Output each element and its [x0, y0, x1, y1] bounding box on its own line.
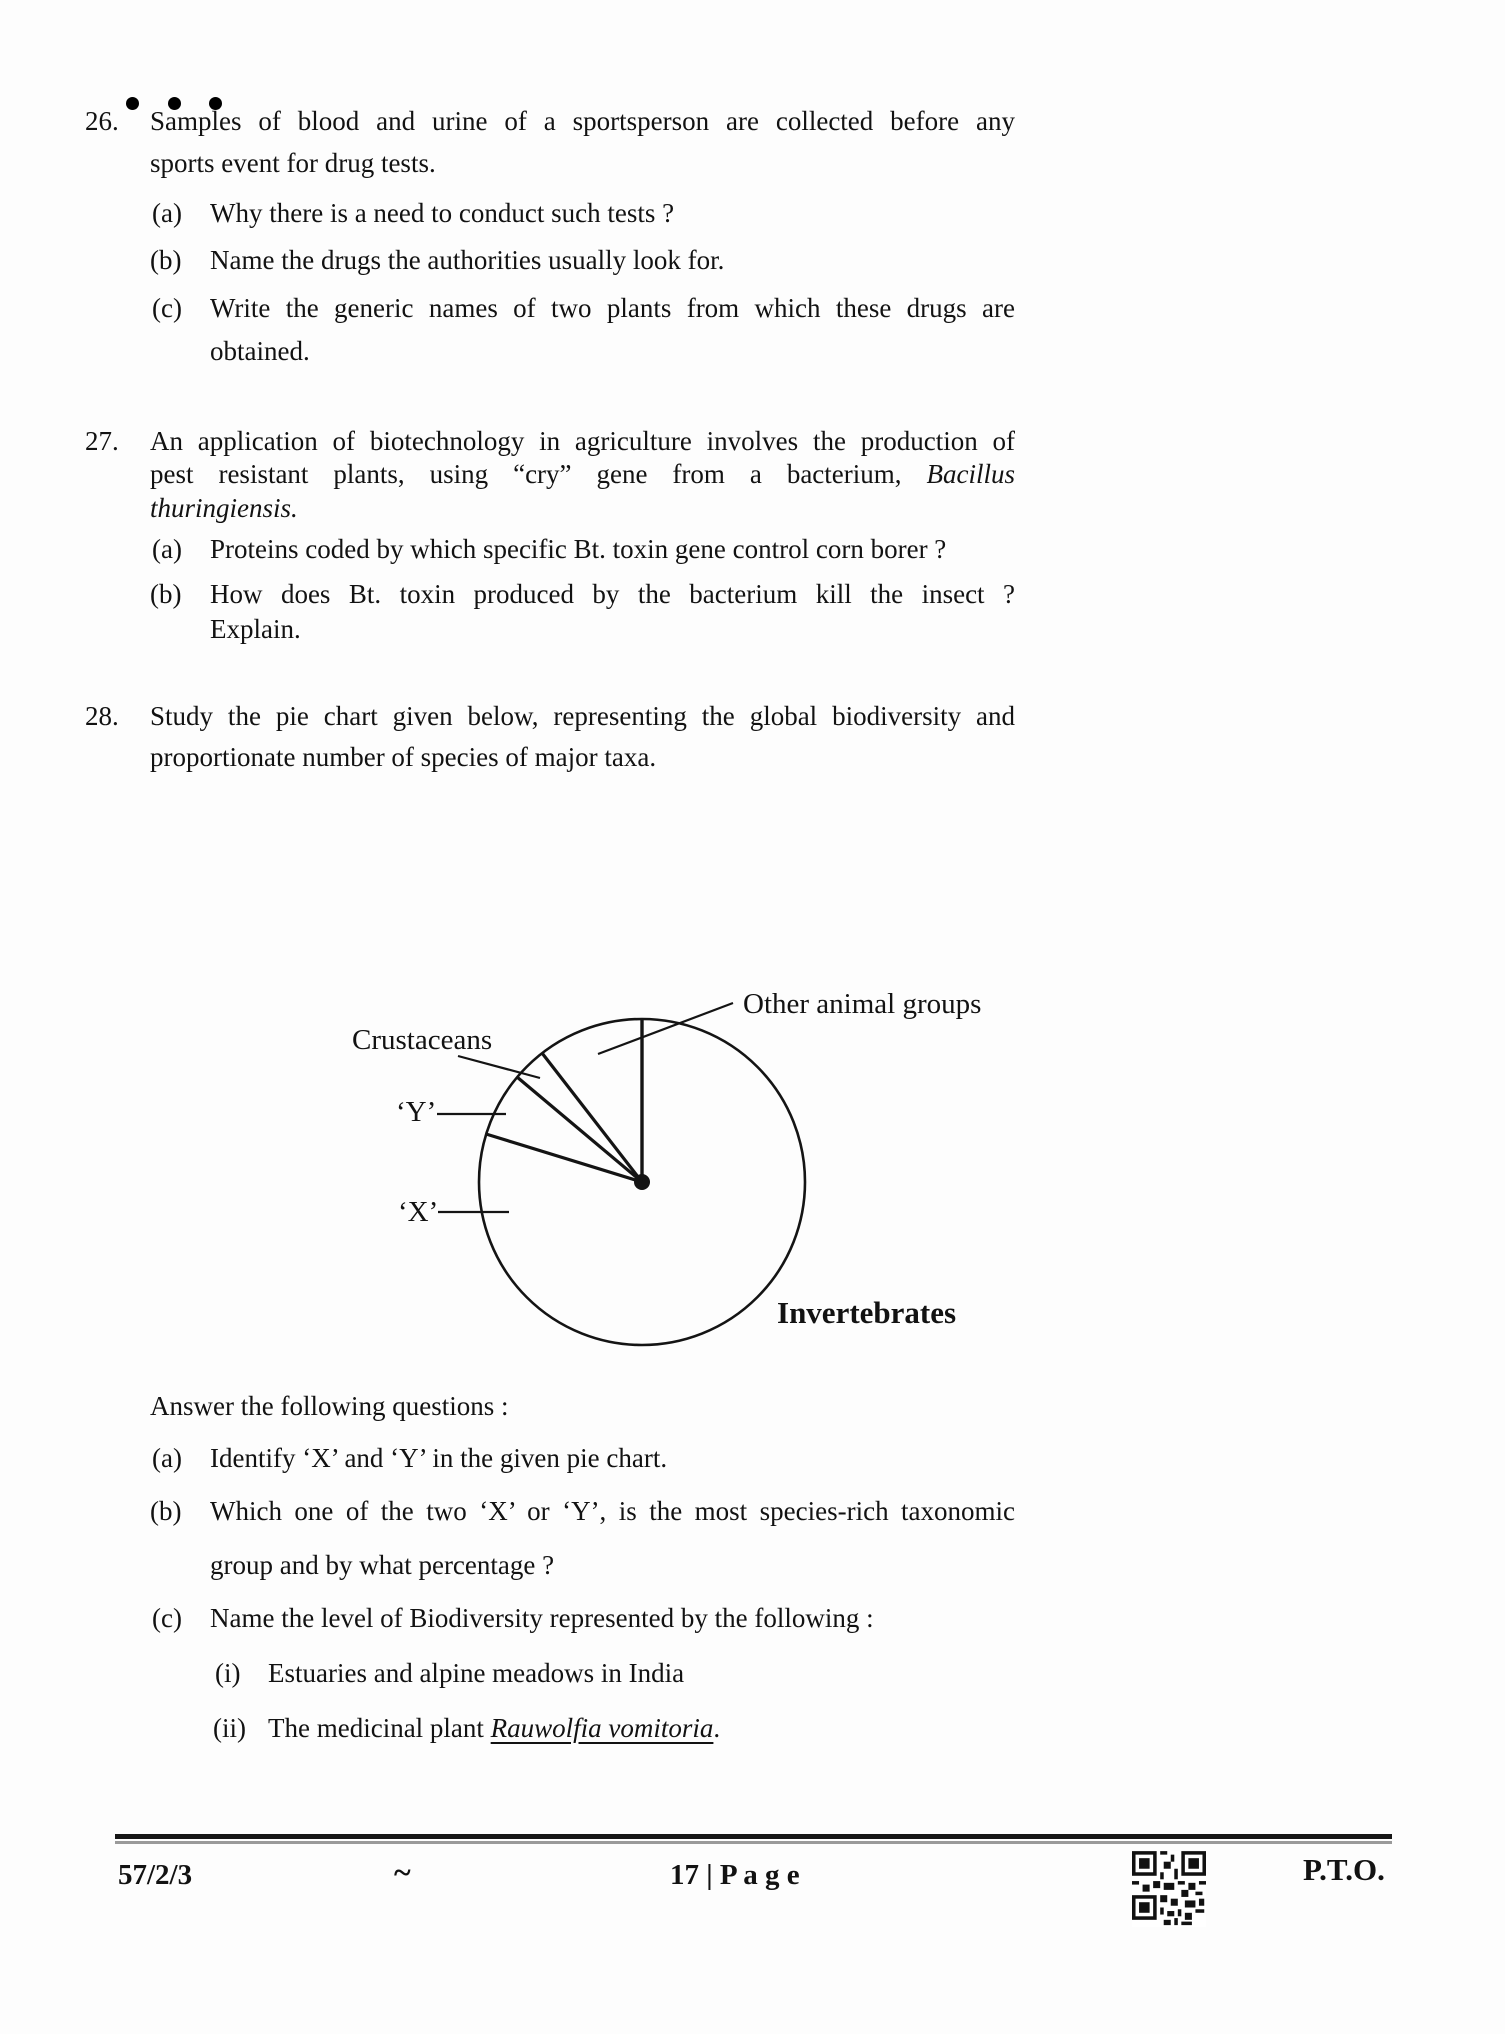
pie-radius-3 — [486, 1134, 642, 1182]
q27-number: 27. — [85, 426, 119, 456]
q26-c-label: (c) — [152, 293, 182, 323]
q27-b-line-1: How does Bt. toxin produced by the bacterium kill the insect ? — [210, 579, 1015, 609]
label-x: ‘X’ — [398, 1196, 439, 1228]
q26-a-text: Why there is a need to conduct such tests ? — [210, 198, 675, 228]
q28-ci-label: (i) — [215, 1658, 241, 1688]
q26-line-1: Samples of blood and urine of a sportsperson are collected before any — [150, 106, 1015, 136]
q26-line-2: sports event for drug tests. — [150, 148, 436, 178]
q28-c-label: (c) — [152, 1603, 182, 1633]
q28-cii-label: (ii) — [213, 1713, 246, 1743]
q28-number: 28. — [85, 701, 119, 731]
label-y: ‘Y’ — [396, 1096, 437, 1128]
q28-line-1: Study the pie chart given below, representing the global biodiversity and — [150, 701, 1015, 731]
q28-a-text: Identify ‘X’ and ‘Y’ in the given pie chart. — [210, 1443, 668, 1473]
label-other-animal-groups: Other animal groups — [743, 988, 982, 1020]
q27-line-1: An application of biotechnology in agriculture involves the production of — [150, 426, 1015, 456]
q28-cii-pre: The medicinal plant — [268, 1713, 484, 1743]
pie-radius-2 — [517, 1077, 642, 1182]
q28-cii-text — [268, 1711, 720, 1745]
leader-other-animal-groups — [598, 1003, 733, 1054]
pie-radius-1 — [542, 1053, 642, 1182]
q28-ci-text: Estuaries and alpine meadows in India — [268, 1658, 685, 1688]
q27-b-label: (b) — [150, 579, 182, 609]
q27-a-text: Proteins coded by which specific Bt. toxin gene control corn borer ? — [210, 534, 947, 564]
footer-squiggle: ~ — [394, 1854, 411, 1890]
q28-c-text: Name the level of Biodiversity represented by the following : — [210, 1603, 874, 1633]
q26-a-label: (a) — [152, 198, 182, 228]
q28-b-line-2: group and by what percentage ? — [210, 1550, 555, 1580]
q26-b-text: Name the drugs the authorities usually look for. — [210, 245, 725, 275]
label-crustaceans: Crustaceans — [352, 1024, 493, 1056]
q27-line-3: thuringiensis. — [150, 493, 298, 523]
q27-line-2-species: Bacillus — [926, 459, 1015, 489]
q27-a-label: (a) — [152, 534, 182, 564]
q27-b-line-2: Explain. — [210, 614, 301, 644]
q27-line-2 — [150, 457, 1015, 491]
q26-c-line-1: Write the generic names of two plants from which these drugs are — [210, 293, 1015, 323]
q28-cii-period: . — [713, 1713, 721, 1743]
footer-paper-code: 57/2/3 — [118, 1859, 193, 1891]
q28-a-label: (a) — [152, 1443, 182, 1473]
q28-line-2: proportionate number of species of major taxa. — [150, 742, 657, 772]
q26-number: 26. — [85, 106, 119, 136]
q26-c-line-2: obtained. — [210, 336, 310, 366]
corner-dot — [126, 97, 139, 110]
footer-pto: P.T.O. — [1303, 1852, 1385, 1887]
q26-b-label: (b) — [150, 245, 182, 275]
footer-rule-dark — [115, 1834, 1392, 1839]
q27-line-2-text: pest resistant plants, using “cry” gene from a bacterium, — [150, 459, 902, 489]
q28-b-label: (b) — [150, 1496, 182, 1526]
qr-code — [1132, 1851, 1206, 1927]
q28-cii-species: Rauwolfia vomitoria — [490, 1713, 714, 1743]
answer-heading: Answer the following questions : — [150, 1391, 509, 1421]
q28-b-line-1: Which one of the two ‘X’ or ‘Y’, is the most species-rich taxonomic — [210, 1496, 1015, 1526]
footer-page-number: 17 | P a g e — [670, 1859, 800, 1891]
label-invertebrates: Invertebrates — [777, 1295, 957, 1330]
footer-rule-gray — [115, 1841, 1392, 1844]
